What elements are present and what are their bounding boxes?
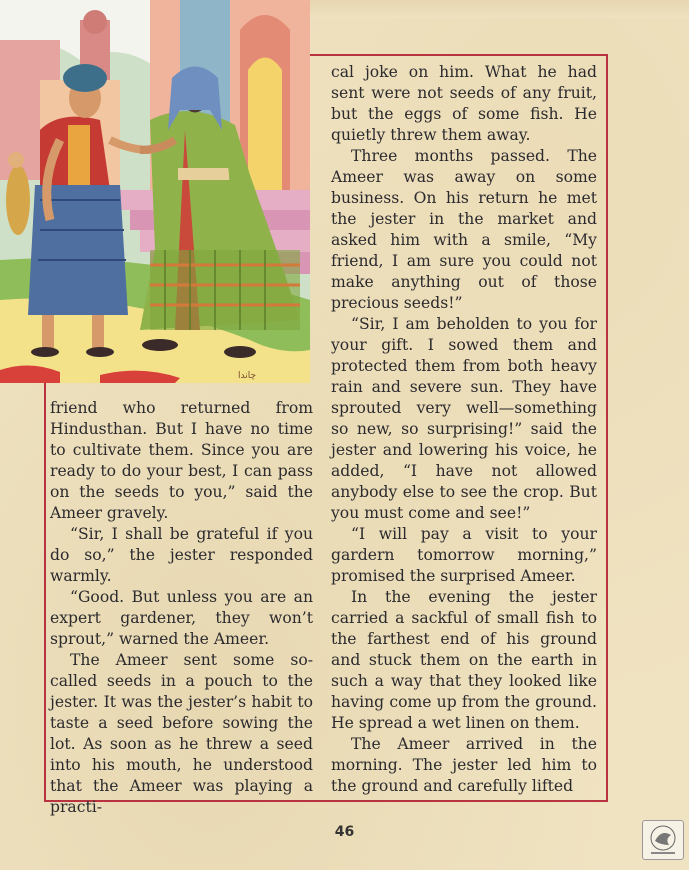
paragraph: Three months passed. The Ameer was away on some business. On his return he met the jester in the market and asked him with a smile, “My friend, I am sure you could not make anything out of those precious seeds!”	[331, 147, 597, 312]
top-edge-strip	[300, 0, 689, 18]
left-text-column	[50, 398, 313, 818]
paragraph: friend who returned from Hindusthan. But I have no time to cultivate them. Since you are ready to do your best, I can pass on the seeds to you,” said the Ameer gravely.	[50, 399, 313, 522]
right-text-column	[331, 62, 597, 797]
paragraph: “Sir, I am beholden to you for your gift. I sowed them and protected them from both heavy rain and severe sun. They have sprouted very well—something so new, so surprising!” said the jester and lowering his voice, he added, “I have not allowed anybody else to see the crop. But you must come and see!”	[331, 315, 597, 522]
publisher-logo-icon	[642, 820, 684, 860]
artist-signature: چاندا	[238, 371, 257, 381]
paragraph: In the evening the jester carried a sackful of small fish to the farthest end of his ground and stuck them on the earth in such a way that they looked like having come up from the ground. He spread a wet linen on them.	[331, 588, 597, 732]
paragraph: cal joke on him. What he had sent were not seeds of any fruit, but the eggs of some fish. He quietly threw them away.	[331, 63, 597, 144]
paragraph: “I will pay a visit to your gardern tomorrow morning,” promised the surprised Ameer.	[331, 525, 597, 585]
paragraph: The Ameer arrived in the morning. The jester led him to the ground and carefully lifted	[331, 735, 597, 795]
paragraph: The Ameer sent some so-called seeds in a pouch to the jester. It was the jester’s habit to taste a seed before sowing the lot. As soon as he threw a seed into his mouth, he understood that the Ameer was playing a practi-	[50, 651, 313, 816]
page-number: 46	[334, 824, 355, 840]
story-illustration	[0, 0, 310, 383]
paragraph: “Good. But unless you are an expert gardener, they won’t sprout,” warned the Ameer.	[50, 588, 313, 648]
paragraph: “Sir, I shall be grateful if you do so,” the jester responded warmly.	[50, 525, 313, 585]
illustration-ameer-and-jester-icon	[0, 0, 310, 383]
